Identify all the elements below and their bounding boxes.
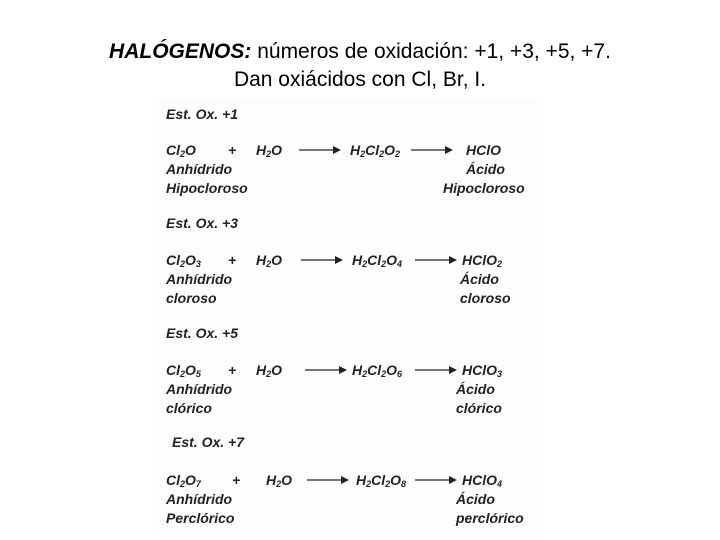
acid-label: Ácido — [456, 491, 495, 507]
anhydride-formula: $Cl_2O$ — [166, 142, 196, 159]
section-header-ox-3: Est. Ox. +3 — [166, 215, 238, 231]
intermediate-formula: $H_2Cl_2O_6$ — [352, 362, 403, 379]
equation-ox-7 — [0, 471, 720, 531]
water-formula: $H_2O$ — [256, 362, 283, 379]
equation-ox-3 — [0, 251, 720, 311]
slide-title — [0, 38, 720, 94]
water-formula: $H_2O$ — [256, 252, 283, 269]
reaction-arrow-icon — [304, 364, 348, 376]
acid-formula: HClO$_4$ — [462, 472, 503, 489]
acid-name: perclórico — [456, 510, 524, 526]
plus-sign: + — [228, 362, 237, 378]
acid-name: cloroso — [460, 290, 511, 306]
reaction-arrow-icon — [414, 474, 458, 486]
acid-name: clórico — [456, 400, 502, 416]
equation-ox-5 — [0, 361, 720, 421]
anhydride-formula: $Cl_2O_7$ — [166, 472, 201, 489]
section-header-ox-7: Est. Ox. +7 — [172, 434, 244, 450]
intermediate-formula: $H_2Cl_2O_2$ — [350, 142, 401, 159]
acid-formula: HClO — [466, 142, 501, 158]
section-header-ox-1: Est. Ox. +1 — [166, 106, 238, 122]
acid-label: Ácido — [460, 271, 499, 287]
anhydride-label: Anhídrido — [166, 271, 233, 287]
equation-ox-1 — [0, 141, 720, 201]
anhydride-formula: $Cl_2O_5$ — [166, 362, 201, 379]
acid-name: Hipocloroso — [443, 180, 525, 196]
anhydride-formula: $Cl_2O_3$ — [166, 252, 201, 269]
plus-sign: + — [228, 252, 237, 268]
anhydride-name: clórico — [166, 400, 212, 416]
reaction-arrow-icon — [300, 254, 344, 266]
water-formula: $H_2O$ — [256, 142, 283, 159]
acid-label: Ácido — [466, 161, 505, 177]
reaction-arrow-icon — [298, 144, 342, 156]
anhydride-name: Perclórico — [166, 510, 235, 526]
reaction-arrow-icon — [414, 364, 458, 376]
intermediate-formula: $H_2Cl_2O_8$ — [356, 472, 407, 489]
title-line-1-text: números de oxidación: +1, +3, +5, +7. — [251, 40, 611, 63]
anhydride-label: Anhídrido — [166, 381, 233, 397]
acid-formula: HClO$_3$ — [462, 362, 503, 379]
reaction-arrow-icon — [306, 474, 350, 486]
acid-label: Ácido — [456, 381, 495, 397]
title-bold: HALÓGENOS: — [109, 40, 252, 63]
section-header-ox-5: Est. Ox. +5 — [166, 325, 238, 341]
acid-formula: HClO$_2$ — [462, 252, 503, 269]
anhydride-name: Hipocloroso — [166, 180, 248, 196]
water-formula: $H_2O$ — [266, 472, 293, 489]
plus-sign: + — [228, 142, 237, 158]
reaction-arrow-icon — [410, 144, 454, 156]
title-line-2: Dan oxiácidos con Cl, Br, I. — [233, 68, 487, 91]
anhydride-label: Anhídrido — [166, 491, 233, 507]
plus-sign: + — [232, 472, 241, 488]
anhydride-name: cloroso — [166, 290, 217, 306]
title-line-1 — [0, 38, 720, 66]
anhydride-label: Anhídrido — [166, 161, 233, 177]
reaction-arrow-icon — [414, 254, 458, 266]
intermediate-formula: $H_2Cl_2O_4$ — [352, 252, 403, 269]
